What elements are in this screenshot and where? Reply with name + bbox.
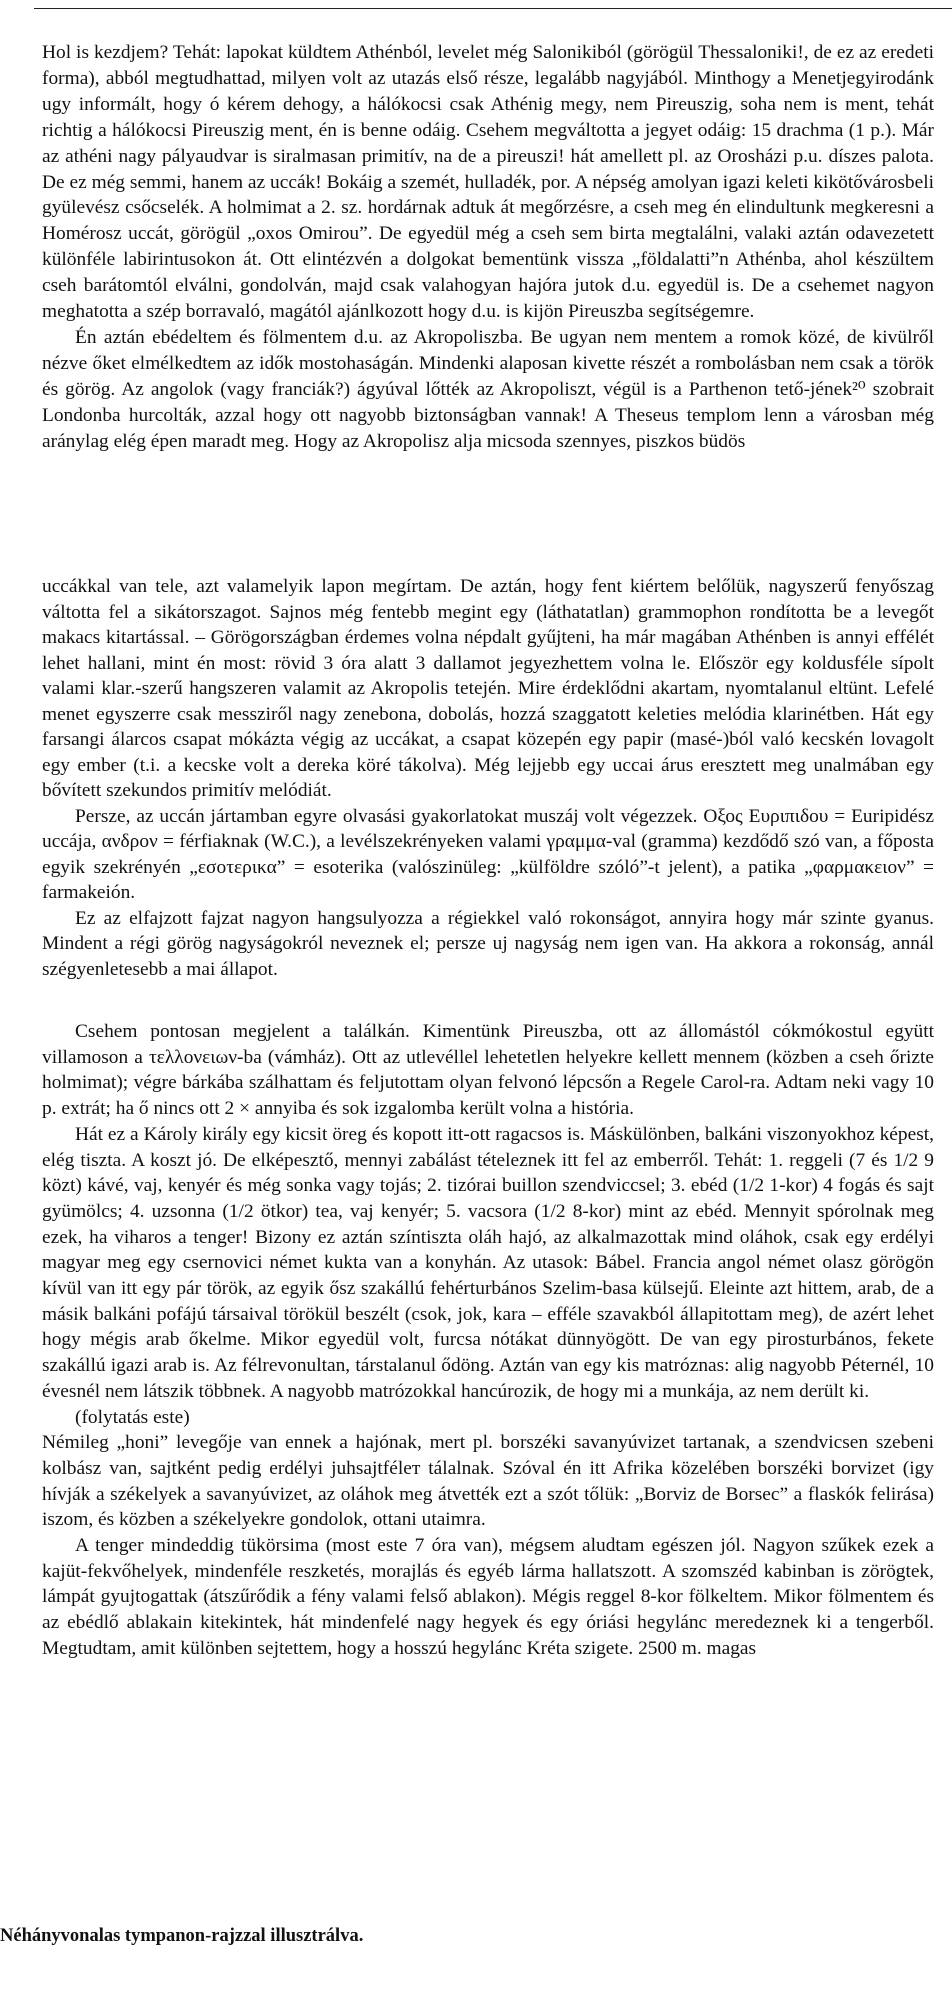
paragraph: (folytatás este) — [75, 1406, 190, 1428]
footer-caption: Néhányvonalas tympanon-rajzzal illusztrálva. — [0, 1926, 364, 1946]
text-block-middle — [42, 574, 934, 982]
text-block-bottom — [42, 1019, 934, 1662]
paragraph: Én aztán ebédeltem és fölmentem d.u. az Akropoliszba. Be ugyan nem mentem a romok közé, de kivülről nézve őket elmélkedtem az idők mostohaságán. Mindenki alaposan kivette részét a rombolásban nem csak a török és görög. Az angolok (vagy franciák?) ágyúval lőtték az Akropoliszt, végül is a Parthenon tető-jének²⁰ szobrait Londonba hurcolták, azzal hogy ott nagyobb biztonságban vannak! A Theseus templom lenn a városban még aránylag elég épen maradt meg. Hogy az Akropolisz alja micsoda szennyes, piszkos büdös — [42, 326, 934, 452]
paragraph: A tenger mindeddig tükörsima (most este 7 óra van), mégsem aludtam egészen jól. Nagyon szűkek ezek a kajüt-fekvőhelyek, mindenféle reszketés, morajlás és egyéb lárma hallatszott. A szomszéd kabinban is zörögtek, lámpát gyujtogattak (átszűrődik a fény valami felső ablakon). Mégis reggel 8-kor fölkeltem. Mikor fölmentem és az ebédlő ablakain kitekintek, hát mindenfelé nagy hegyek és egy óriási hegylánc meredeznek ki a tengerből. Megtudtam, amit különben sejtettem, hogy a hosszú hegylánc Kréta szigete. 2500 m. magas — [42, 1535, 934, 1659]
paragraph: Némileg „honi” levegője van ennek a hajónak, mert pl. borszéki savanyúvizet tartanak, a szendvicsen szebeni kolbász van, sajtként pedig erdélyi juhsajtféleт tálalnak. Szóval én itt Afrika közelében borszéki borvizet (igy hívják a székelyek a savanyúvizet, az oláhok meg átvették ezt a szót tőlük: „Borviz de Borsec” a flaskók felirása) iszom, és közben a székelyekre gondolok, ottani utaimra. — [42, 1432, 934, 1531]
paragraph: Persze, az uccán jártamban egyre olvasási gyakorlatokat muszáj volt végezzek. Οξος Ευριπιδου = Euripidész uccája, ανδρον = férfiaknak (W.C.), a levélszekrényeken valami γραμμα-val (gramma) kezdődő szó van, a főposta egyik szekrényén „εσοτερικα” = esoterika (valószinüleg: „külföldre szóló”-t jelent), a patika „φαρμακειον” = farmakeión. — [42, 805, 934, 903]
text-block-top — [42, 40, 934, 455]
paragraph: Ez az elfajzott fajzat nagyon hangsulyozza a régiekkel való rokonságot, annyira hogy már szinte gyanus. Mindent a régi görög nagyságokról neveznek el; persze uj nagyság nem igen van. Ha akkora a rokonság, annál szégyenletesebb a mai állapot. — [42, 907, 934, 980]
paragraph: uccákkal van tele, azt valamelyik lapon megírtam. De aztán, hogy fent kiértem belőlük, nagyszerű fenyőszag váltotta fel a sikátorszagot. Sajnos még fentebb megint egy (láthatatlan) grammophon rondította be a levegőt makacs kitartással. – Görögországban érdemes volna népdalt gyűjteni, ha már magában Athénben is annyi effélét lehet hallani, mint én most: rövid 3 óra alatt 3 dallamot jegyezhettem volna le. Először egy koldusféle sípolt valami klar.-szerű hangszeren valamit az Akropolis tetején. Mire érdeklődni akartam, nyomtalanul eltünt. Lefelé menet egyszerre csak messziről nagy zenebona, dobolás, hozzá szaggatott keleties melódia klarinétben. Hát egy farsangi álarcos csapat mókázta végig az uccákat, a csapat közepén egy papir (masé-)ból való kecskén lovagolt egy ember (t.i. a kecske volt a dereka köré tákolva). Még lejjebb egy uccai árus eresztett meg unalmában egy bővített szekundos primitív melódiát. — [42, 576, 934, 801]
paragraph: Csehem pontosan megjelent a találkán. Kimentünk Pireuszba, ott az állomástól cókmókostul együtt villamoson a τελλονειων-ba (vámház). Ott az utlevéllel lehetetlen helyekre kellett mennem (közben a cseh őrizte holmimat); végre bárkába szálhattam és feljutottam olyan felvonó lépcsőn a Regele Carol-ra. Adtam neki vagy 10 p. extrát; ha ő nincs ott 2 × annyiba és sok izgalomba került volna a história. — [42, 1021, 934, 1120]
paragraph: Hol is kezdjem? Tehát: lapokat küldtem Athénból, levelet még Salonikiból (görögül Thessaloniki!, de ez az eredeti forma), abból megtudhattad, milyen volt az utazás első része, legalább nagyjából. Minthogy a Menetjegyirodánk ugy informált, hogy ó kérem dehogy, a hálókocsi csak Athénig megy, nem Pireuszig, soha nem is ment, tehát richtig a hálókocsi Pireuszig ment, én is benne odáig. Csehem megváltotta a jegyet odáig: 15 drachma (1 p.). Már az athéni nagy pályaudvar is siralmasan primitív, na de a pireuszi! hát amellett pl. az Orosházi p.u. díszes palota. De ez még semmi, hanem az uccák! Bokáig a szemét, hulladék, por. A népség amolyan igazi keleti kikötővárosbeli gyülevész csőcselék. A holmimat a 2. sz. hordárnak adtuk át megőrzésre, a cseh meg én elindultunk megkeresni a Homérosz uccát, görögül „oxos Omirou”. De egyedül még a cseh sem birta megtalálni, valaki aztán odavezetett különféle labirintusokon át. Ott elintézvén a dolgokat bementünk vissza „földalatti”n Athénba, ahol készültem cseh barátomtól elválni, gondolván, majd csak valahogyan hajóra jutok d.u. egyedül is. De a csehemet nagyon meghatotta a szép borravaló, magától ajánlkozott hogy d.u. is kijön Pireuszba segítségemre. — [42, 42, 934, 323]
top-rule — [34, 8, 952, 9]
paragraph: Hát ez a Károly király egy kicsit öreg és kopott itt-ott ragacsos is. Máskülönben, balkáni viszonyokhoz képest, elég tiszta. A koszt jó. De elképesztő, mennyi zabálást tételeznek itt fel az emberről. Tehát: 1. reggeli (7 és 1/2 9 közt) kávé, vaj, kenyér és még sonka vagy tojás; 2. tizórai buillon szendviccsel; 3. ebéd (1/2 1-kor) 4 fogás és sajt gyümölcs; 4. uzsonna (1/2 ötkor) tea, vaj kenyér; 5. vacsora (1/2 8-kor) mint az ebéd. Mennyit spórolnak meg ezek, ha viharos a tenger! Bizony ez aztán színtiszta oláh hajó, az alkalmazottak mind oláhok, csak egy erdélyi magyar meg egy csernovici német kukta van a konyhán. Az utasok: Bábel. Francia angol német olasz görögön kívül van itt egy pár török, az egyik ősz szakállú fehérturbános Szelim-basa külsejű. Eleinte azt hittem, arab, de a másik balkáni pofájú társaival törökül beszélt (csok, jok, kara – efféle szavakból állapitottam meg), de azért lehet hogy mégis arab őkelme. Mikor egyedül volt, furcsa nótákat dünnyögött. De van egy pirosturbános, fekete szakállú igazi arab is. Az félrevonultan, társtalanul ődöng. Aztán van egy kis matróznas: alig nagyobb Péternél, 10 évesnél nem látszik többnek. A nagyobb matrózokkal hancúrozik, de hogy mi a munkája, az nem derült ki. — [42, 1123, 934, 1402]
